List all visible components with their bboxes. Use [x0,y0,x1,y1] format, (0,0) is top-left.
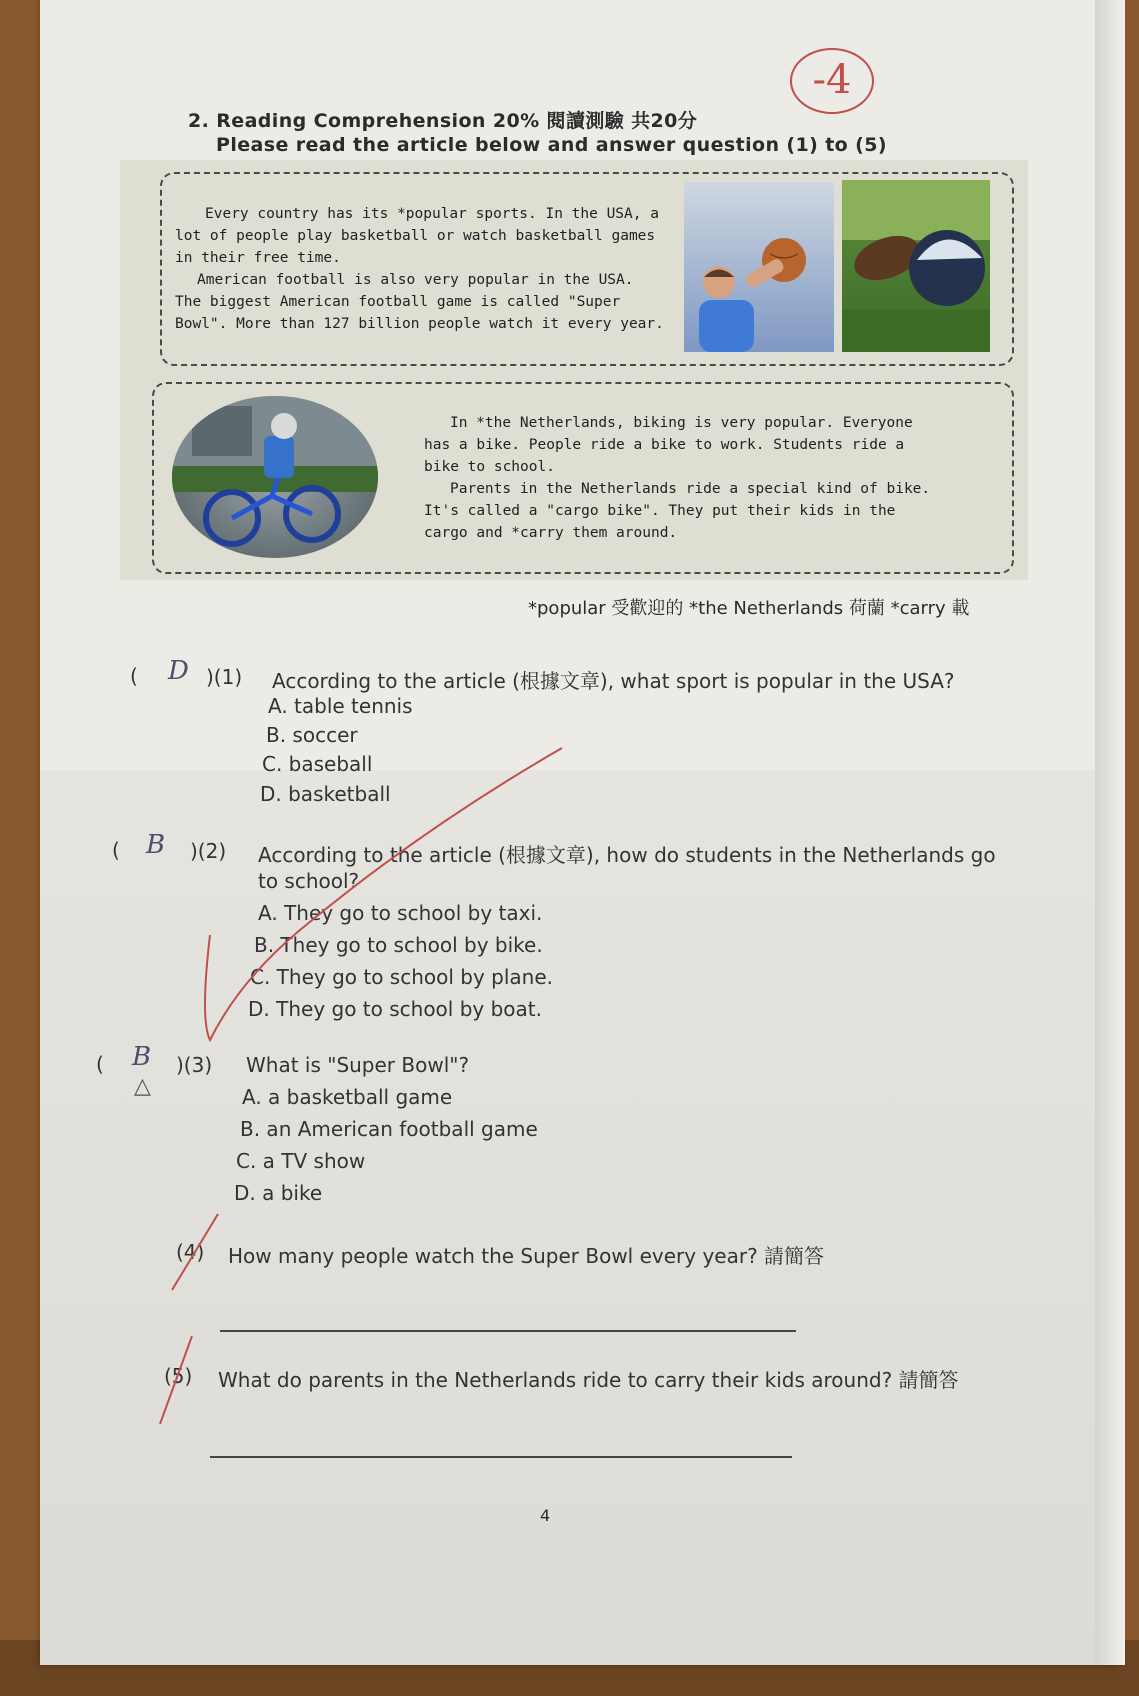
page-number: 4 [540,1506,551,1525]
option-q2-d: D. They go to school by boat. [248,997,542,1021]
section-title: 2. Reading Comprehension 20% 閱讀測驗 共20分 [188,110,698,132]
article-line: bike to school. [424,459,555,475]
article-line: Bowl". More than 127 billion people watch it every year. [175,316,664,332]
question-number-q3: )(3) [176,1053,213,1077]
question-number-q4: (4) [176,1240,205,1264]
score-mark: -4 [790,48,874,114]
article-line: American football is also very popular in the USA. [197,272,634,288]
slash-mark-icon [160,1336,192,1424]
section-instructions: Please read the article below and answer question (1) to (5) [216,134,887,156]
article-line: Every country has its *popular sports. In the USA, a [205,206,659,222]
article-line: Parents in the Netherlands ride a special kind of bike. [450,481,931,497]
triangle-mark: △ [134,1074,151,1099]
article-line: in their free time. [175,250,341,266]
question-number-q1: )(1) [206,665,243,689]
question-text-q1: According to the article (根據文章), what sport is popular in the USA? [272,669,955,693]
answer-q1: D [168,656,189,686]
option-q3-c: C. a TV show [236,1149,366,1173]
question-text-q5: What do parents in the Netherlands ride to carry their kids around? 請簡答 [218,1368,959,1392]
question-text-q4: How many people watch the Super Bowl every year? 請簡答 [228,1244,825,1268]
option-q1-d: D. basketball [260,782,391,806]
answer-paren-open: ( [112,838,120,862]
option-q3-a: A. a basketball game [242,1085,453,1109]
slash-mark-icon [172,1214,218,1290]
article-line: The biggest American football game is called "Super [175,294,621,310]
check-mark-icon [205,748,562,1040]
glossary: *popular 受歡迎的 *the Netherlands 荷蘭 *carry 載 [528,598,970,619]
answer-paren-open: ( [96,1052,104,1076]
question-text-q2: According to the article (根據文章), how do students in the Netherlands go [258,843,996,867]
question-text-q3: What is "Super Bowl"? [246,1053,470,1077]
question-number-q2: )(2) [190,839,227,863]
article-line: lot of people play basketball or watch basketball games [175,228,656,244]
question-text-q2-cont: to school? [258,869,360,893]
article-line: cargo and *carry them around. [424,525,678,541]
question-number-q5: (5) [164,1364,193,1388]
option-q1-a: A. table tennis [268,694,413,718]
option-q3-b: B. an American football game [240,1117,538,1141]
answer-q3: B [132,1042,152,1072]
option-q2-c: C. They go to school by plane. [250,965,554,989]
option-q3-d: D. a bike [234,1181,323,1205]
article-line: It's called a "cargo bike". They put their kids in the [424,503,896,519]
answer-q2: B [146,830,166,860]
option-q1-c: C. baseball [262,752,373,776]
option-q2-a: A. They go to school by taxi. [258,901,543,925]
answer-paren-open: ( [130,664,138,688]
option-q2-b: B. They go to school by bike. [254,933,543,957]
option-q1-b: B. soccer [266,723,358,747]
article-line: has a bike. People ride a bike to work. Students ride a [424,437,905,453]
article-line: In *the Netherlands, biking is very popular. Everyone [450,415,913,431]
